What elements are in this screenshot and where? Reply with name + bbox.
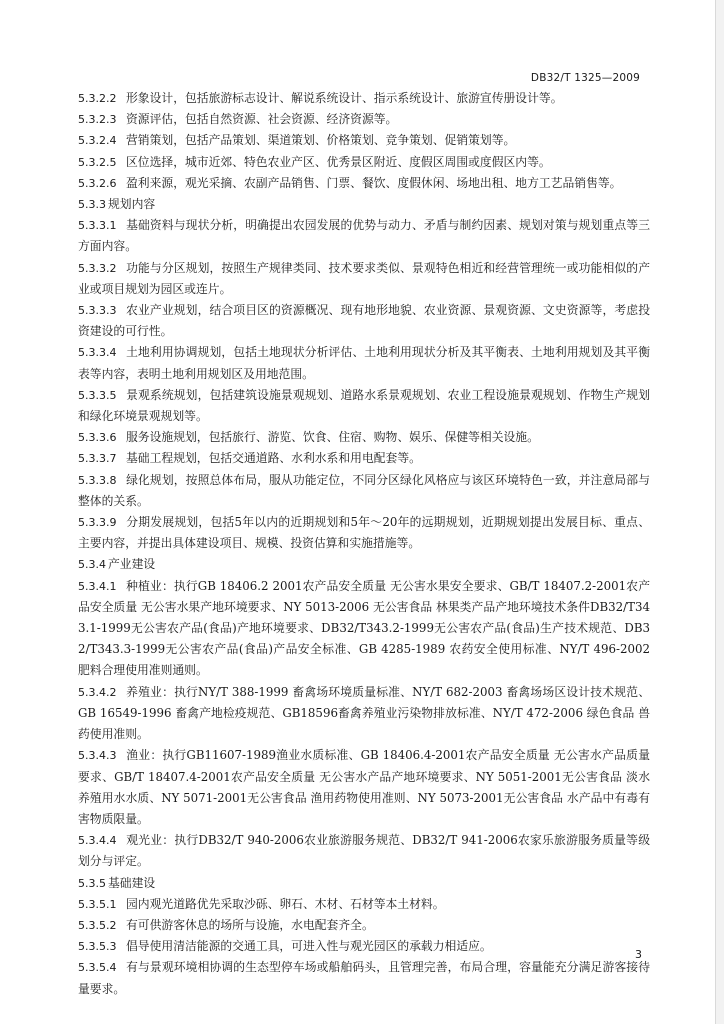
clause-number: 5.3.5.1 [78, 897, 117, 911]
clause-text: 有可供游客休息的场所与设施，水电配套齐全。 [126, 917, 374, 932]
clause-text: 种植业：执行GB 18406.2 2001农产品安全质量 无公害水果安全要求、GB/T 18407.2-2001农产品安全质量 无公害水果产地环境要求、NY 5013-2006 无公害食品 林果类产品产地环境技术条件DB32/T343.1-1999无公害农产品(食品)产地环境要求、DB32/T343.2-1999无公害农产品(食品)生产技术规范、DB32/T343.3-1999无公害农产品(食品)产品安全标准、GB 4285-1989 农药安全使用标准、NY/T 496-2002 肥料合理使用准则通则。 [78, 578, 650, 678]
clause-number: 5.3.5.4 [78, 961, 117, 975]
clause-text: 景观系统规划，包括建筑设施景观规划、道路水系景观规划、农业工程设施景观规划、作物生产规划和绿化环境景观规划等。 [78, 387, 650, 424]
clause-text: 基础资料与现状分析，明确提出农园发展的优势与动力、矛盾与制约因素、规划对策与规划重点等三方面内容。 [78, 218, 650, 254]
clause-5-3-3-1 [78, 215, 650, 257]
clause-text: 绿化规划，按照总体布局，服从功能定位，不同分区绿化风格应与该区环境特色一致，并注意局部与整体的关系。 [78, 472, 650, 508]
clause-text: 养殖业：执行NY/T 388-1999 畜禽场环境质量标准、NY/T 682-2003 畜禽场场区设计技术规范、GB 16549-1996 畜禽产地检疫规范、GB18596畜禽养殖业污染物排放标准、NY/T 472-2006 绿色食品 兽药使用准则。 [78, 684, 650, 742]
clause-number: 5.3.2.4 [78, 134, 117, 148]
clause-5-3-3-6 [78, 427, 650, 448]
clause-5-3-3-9 [78, 512, 650, 554]
section-number: 5.3.5 [78, 876, 106, 890]
clause-text: 服务设施规划，包括旅行、游览、饮食、住宿、购物、娱乐、保健等相关设施。 [126, 430, 539, 445]
clause-number: 5.3.3.8 [78, 473, 117, 487]
clause-5-3-4-2 [78, 682, 650, 746]
clause-number: 5.3.2.6 [78, 176, 117, 190]
clause-5-3-2-3 [78, 109, 650, 130]
clause-number: 5.3.3.6 [78, 431, 117, 445]
clause-text: 形象设计，包括旅游标志设计、解说系统设计、指示系统设计、旅游宣传册设计等。 [126, 91, 563, 105]
clause-number: 5.3.4.2 [78, 685, 117, 699]
clause-text: 基础工程规划，包括交通道路、水利水系和用电配套等。 [126, 451, 421, 466]
clause-5-3-2-5 [78, 152, 650, 173]
clause-number: 5.3.3.5 [78, 388, 117, 402]
clause-5-3-4-1 [78, 576, 650, 682]
clause-number: 5.3.2.3 [78, 113, 117, 127]
clause-number: 5.3.5.2 [78, 918, 117, 932]
clause-number: 5.3.4.4 [78, 834, 117, 848]
clause-5-3-3-5 [78, 385, 650, 427]
clause-number: 5.3.3.2 [78, 261, 117, 275]
clause-number: 5.3.3.3 [78, 304, 117, 318]
page-number: 3 [635, 948, 642, 961]
clause-number: 5.3.3.4 [78, 346, 117, 360]
document-body [78, 88, 650, 1000]
section-number: 5.3.4 [78, 558, 106, 572]
clause-number: 5.3.3.9 [78, 516, 117, 530]
section-heading-5-3-5 [78, 873, 650, 894]
clause-5-3-5-1 [78, 894, 650, 915]
clause-5-3-4-4 [78, 830, 650, 872]
clause-5-3-3-8 [78, 470, 650, 512]
clause-number: 5.3.4.3 [78, 749, 117, 763]
clause-text: 有与景观环境相协调的生态型停车场或船舶码头，且管理完善，布局合理，容量能充分满足游客接待量要求。 [78, 960, 650, 996]
section-heading-5-3-3 [78, 194, 650, 215]
clause-text: 观光业：执行DB32/T 940-2006农业旅游服务规范、DB32/T 941-2006农家乐旅游服务质量等级划分与评定。 [78, 833, 650, 869]
clause-5-3-5-4 [78, 957, 650, 999]
clause-5-3-2-4 [78, 130, 650, 151]
clause-text: 功能与分区规划，按照生产规律类同、技术要求类似、景观特色相近和经营管理统一或功能相似的产业或项目规划为园区或连片。 [78, 260, 650, 296]
clause-text: 农业产业规划，结合项目区的资源概况、现有地形地貌、农业资源、景观资源、文史资源等，考虑投资建设的可行性。 [78, 303, 650, 339]
clause-text: 营销策划，包括产品策划、渠道策划、价格策划、竞争策划、促销策划等。 [126, 133, 516, 148]
clause-text: 资源评估，包括自然资源、社会资源、经济资源等。 [126, 112, 398, 127]
clause-5-3-3-4 [78, 342, 650, 384]
clause-5-3-3-2 [78, 258, 650, 300]
clause-number: 5.3.2.2 [78, 92, 117, 105]
clause-5-3-5-2 [78, 915, 650, 936]
section-title: 基础建设 [108, 875, 156, 890]
section-number: 5.3.3 [78, 198, 106, 212]
clause-5-3-3-7 [78, 448, 650, 469]
clause-5-3-2-2 [78, 88, 650, 109]
section-heading-5-3-4 [78, 554, 650, 575]
clause-5-3-2-6 [78, 173, 650, 194]
clause-number: 5.3.5.3 [78, 940, 117, 954]
clause-text: 土地利用协调规划，包括土地现状分析评估、土地利用现状分析及其平衡表、土地利用规划及其平衡表等内容，表明土地利用规划区及用地范围。 [78, 345, 650, 381]
clause-text: 园内观光道路优先采取沙砾、卵石、木材、石材等本土材料。 [126, 896, 445, 911]
page-edge [715, 0, 724, 1024]
clause-text: 渔业：执行GB11607-1989渔业水质标准、GB 18406.4-2001农产品安全质量 无公害水产品质量要求、GB/T 18407.4-2001农产品安全质量 无公害水产品产地环境要求、NY 5051-2001无公害食品 淡水养殖用水水质、NY 5071-2001无公害食品 渔用药物使用准则、NY 5073-2001无公害食品 水产品中有毒有害物质限量。 [78, 748, 650, 826]
clause-text: 分期发展规划，包括5年以内的近期规划和5年～20年的远期规划，近期规划提出发展目标、重点、主要内容，并提出具体建设项目、规模、投资估算和实施措施等。 [78, 515, 650, 551]
clause-number: 5.3.3.1 [78, 219, 117, 233]
clause-number: 5.3.2.5 [78, 155, 117, 169]
clause-text: 盈利来源，观光采摘、农副产品销售、门票、餐饮、度假休闲、场地出租、地方工艺品销售等。 [126, 175, 622, 190]
clause-number: 5.3.4.1 [78, 579, 117, 593]
clause-5-3-4-3 [78, 745, 650, 830]
clause-number: 5.3.3.7 [78, 452, 117, 466]
section-title: 产业建设 [108, 557, 156, 572]
clause-text: 区位选择，城市近郊、特色农业产区、优秀景区附近、度假区周围或度假区内等。 [126, 154, 551, 169]
section-title: 规划内容 [108, 197, 156, 212]
clause-text: 倡导使用清洁能源的交通工具，可进入性与观光园区的承载力相适应。 [126, 939, 492, 954]
clause-5-3-5-3 [78, 936, 650, 957]
standard-code: DB32/T 1325—2009 [530, 72, 640, 84]
clause-5-3-3-3 [78, 300, 650, 342]
